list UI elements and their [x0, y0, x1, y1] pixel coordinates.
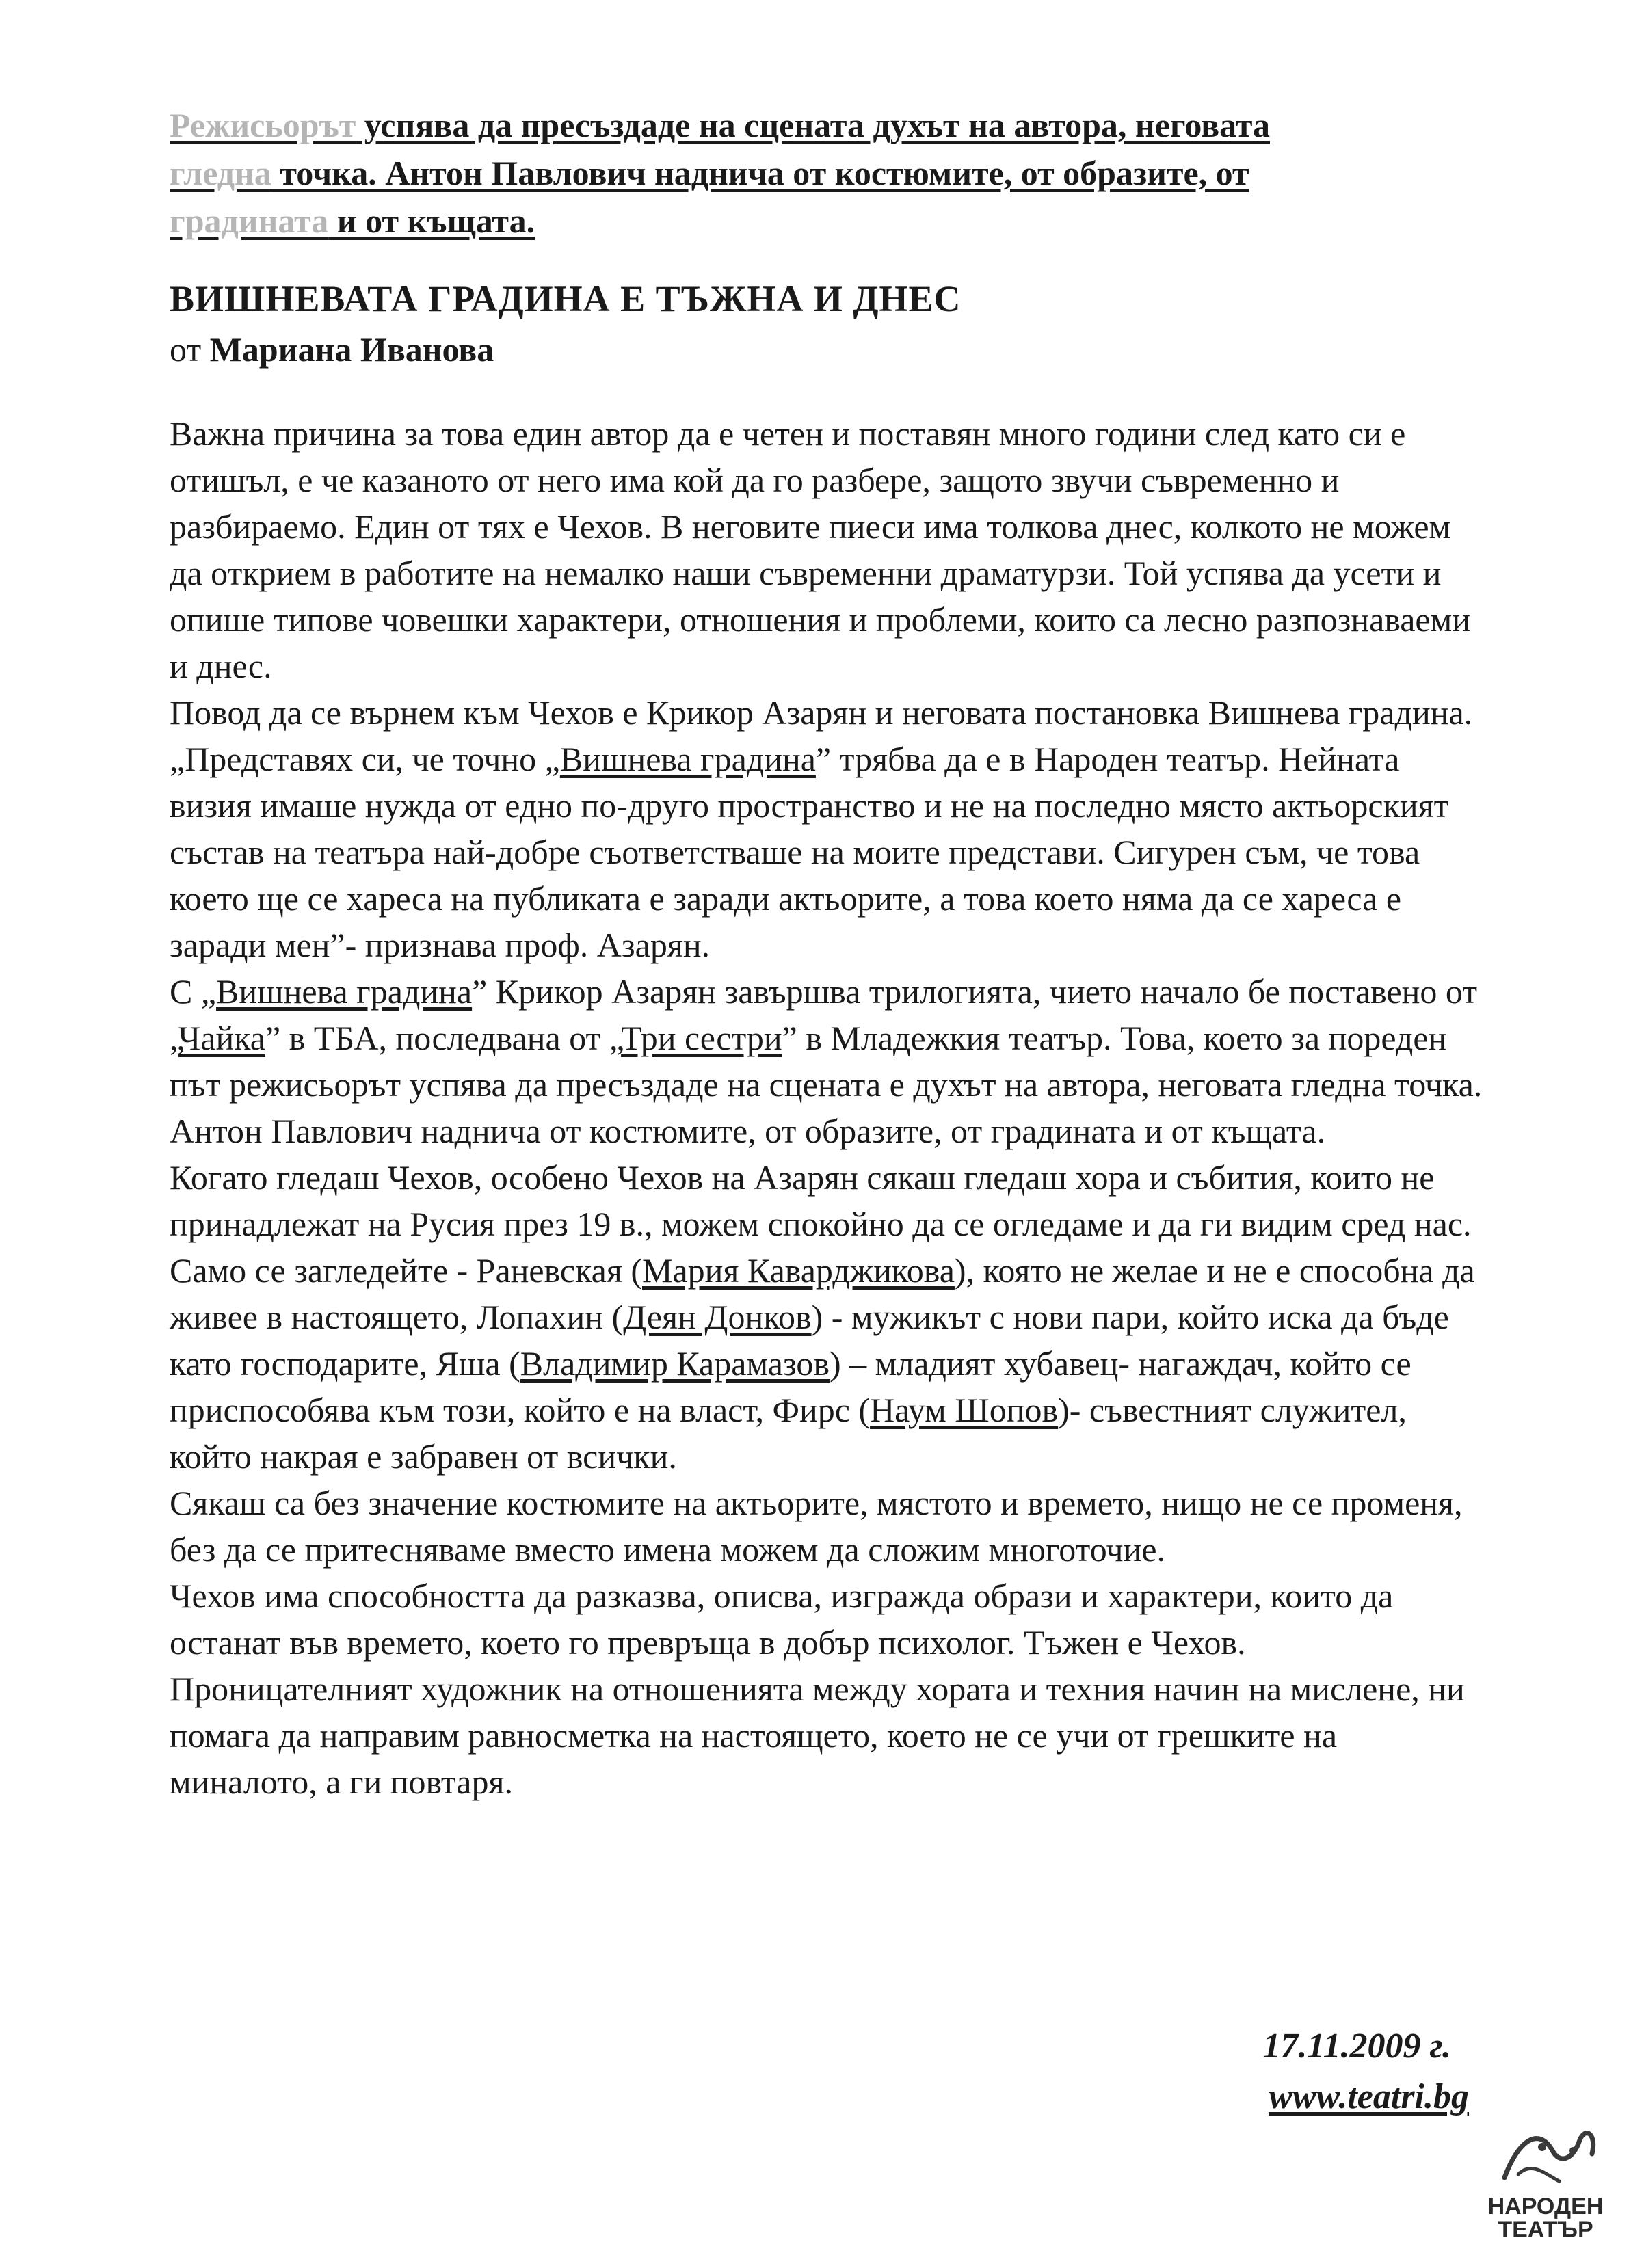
- play-title-cherry-orchard-2: Вишнева градина: [216, 972, 473, 1011]
- play-title-cherry-orchard: Вишнева градина: [559, 740, 816, 778]
- logo-text-line-2: ТЕАТЪР: [1498, 2217, 1593, 2243]
- paragraph-4-text-c: ) - мужикът с нови пари, който иска да бъде като господарите, Яша (: [170, 1298, 1449, 1383]
- header-excerpt-faded-3: градината: [170, 202, 329, 240]
- actor-name-donkov: Деян Донков: [623, 1298, 812, 1336]
- logo-text: [1477, 2195, 1614, 2241]
- logo-text-line-1: НАРОДЕН: [1487, 2193, 1604, 2219]
- byline-prefix: от: [170, 330, 202, 369]
- actor-name-shopov: Наум Шопов: [870, 1391, 1059, 1429]
- play-title-seagull: Чайка: [178, 1019, 265, 1057]
- paragraph-3-text-d: ” в Младежкия театър. Това, което за пореден път режисьорът успява да пресъздаде на сцената е духът на автора, неговата гледна точка. Антон Павлович наднича от костюмите, от образите, от градината и от къщата.: [170, 1019, 1483, 1150]
- paragraph-4-text-a: Когато гледаш Чехов, особено Чехов на Азарян сякаш гледаш хора и събития, които не принадлежат на Русия през 19 в., можем спокойно да се огледаме и да ги видим сред нас. Само се загледейте - Раневская (: [170, 1158, 1472, 1290]
- byline-author: Мариана Иванова: [209, 330, 494, 369]
- national-theatre-logo-icon: [1477, 2113, 1614, 2250]
- actor-name-kavardzhikova: Мария Каварджикова: [642, 1251, 955, 1290]
- header-excerpt-text-2: точка. Антон Павлович наднича от костюмите, от образите, от: [271, 154, 1249, 192]
- play-title-three-sisters: Три сестри: [621, 1019, 782, 1057]
- header-excerpt: [170, 101, 1483, 245]
- paragraph-2: [170, 689, 1483, 968]
- paragraph-4-text-d: ) – младият хубавец- нагаждач, който се приспособява към този, който е на власт, Фирс (: [170, 1344, 1411, 1429]
- article-body: [170, 410, 1483, 1805]
- article-title: ВИШНЕВАТА ГРАДИНА Е ТЪЖНА И ДНЕС: [170, 278, 962, 319]
- actor-name-karamazov: Владимир Карамазов: [520, 1344, 830, 1383]
- paragraph-3: [170, 968, 1483, 1154]
- paragraph-2-text-b: ” трябва да е в Народен театър. Нейната визия имаше нужда от едно по-друго пространство и не на последно място актьорският състав на театъра най-добре съответстваше на моите представи. Сигурен съм, че това което ще се хареса на публиката е заради актьорите, а това което няма да се хареса е заради мен”- признава проф. Азарян.: [170, 740, 1449, 964]
- paragraph-2-text-a: Повод да се върнем към Чехов е Крикор Азарян и неговата постановка Вишнева градина. „Представях си, че точно „: [170, 693, 1473, 778]
- header-excerpt-text-1: успява да пресъздаде на сцената духът на автора, неговата: [356, 106, 1270, 144]
- paragraph-4: [170, 1154, 1483, 1480]
- source-website: www.teatri.bg: [1269, 2077, 1469, 2116]
- header-excerpt-faded-2: гледна: [170, 154, 271, 192]
- paragraph-3-text-b: ” Крикор Азарян завършва трилогията, чието начало бе поставено от „: [170, 972, 1478, 1057]
- paragraph-5: Сякаш са без значение костюмите на актьорите, мястото и времето, нищо не се променя, без да се притесняваме вместо имена можем да сложим многоточие.: [170, 1484, 1463, 1569]
- article-byline: [170, 327, 494, 372]
- paragraph-4-text-b: ), която не желае и не е способна да живее в настоящето, Лопахин (: [170, 1251, 1475, 1336]
- paragraph-4-text-e: )- съвестният служител, който накрая е забравен от всички.: [170, 1391, 1407, 1476]
- publication-date: 17.11.2009 г.: [1262, 2027, 1451, 2066]
- paragraph-3-text-a: С „: [170, 972, 217, 1011]
- header-excerpt-faded-1: Режисьорът: [170, 106, 356, 144]
- paragraph-6: Чехов има способността да разказва, описва, изгражда образи и характери, които да останат във времето, което го превръща в добър психолог. Тъжен е Чехов.: [170, 1577, 1394, 1662]
- paragraph-1: Важна причина за това един автор да е четен и поставян много години след като си е отишъл, е че казаното от него има кой да го разбере, защото звучи съвременно и разбираемо. Един от тях е Чехов. В неговите пиеси има толкова днес, колкото не можем да открием в работите на немалко наши съвременни драматурзи. Той успява да усети и опише типове човешки характери, отношения и проблеми, които са лесно разпознаваеми и днес.: [170, 414, 1471, 685]
- header-excerpt-text-3: и от къщата.: [328, 202, 535, 240]
- paragraph-3-text-c: ” в ТБА, последвана от „: [265, 1019, 622, 1057]
- logo-mask-icon: [1477, 2113, 1614, 2195]
- paragraph-7: Проницателният художник на отношенията между хората и техния начин на мислене, ни помага да направим равносметка на настоящето, което не се учи от грешките на миналото, а ги повтаря.: [170, 1670, 1465, 1801]
